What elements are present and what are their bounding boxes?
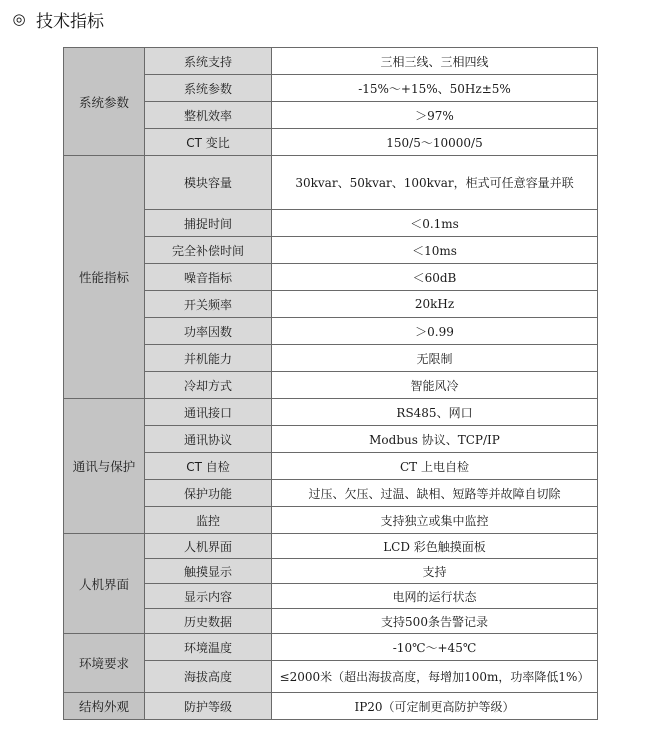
- table-row: [64, 693, 598, 720]
- table-row: [64, 237, 598, 264]
- param-value: RS485、网口: [272, 399, 598, 426]
- param-name: 功率因数: [145, 318, 272, 345]
- category-cell: 系统参数: [64, 48, 145, 156]
- param-value: 支持500条告警记录: [272, 609, 598, 634]
- table-row: [64, 102, 598, 129]
- category-cell: 性能指标: [64, 156, 145, 399]
- section-title: 技术指标: [36, 11, 104, 32]
- param-name: 海拔高度: [145, 661, 272, 693]
- param-name: 人机界面: [145, 534, 272, 559]
- table-row: [64, 129, 598, 156]
- param-name: 并机能力: [145, 345, 272, 372]
- param-name: 通讯接口: [145, 399, 272, 426]
- param-value: 三相三线、三相四线: [272, 48, 598, 75]
- param-name: 保护功能: [145, 480, 272, 507]
- param-value: 150/5～10000/5: [272, 129, 598, 156]
- bullseye-icon: ◎: [12, 10, 26, 28]
- param-value: 智能风冷: [272, 372, 598, 399]
- param-name: 模块容量: [145, 156, 272, 210]
- param-name: 系统参数: [145, 75, 272, 102]
- param-value: ＞97%: [272, 102, 598, 129]
- table-row: [64, 584, 598, 609]
- param-name: 通讯协议: [145, 426, 272, 453]
- category-cell: 结构外观: [64, 693, 145, 720]
- param-value: ＜60dB: [272, 264, 598, 291]
- category-cell: 人机界面: [64, 534, 145, 634]
- param-name: 整机效率: [145, 102, 272, 129]
- table-row: [64, 156, 598, 210]
- param-name: 监控: [145, 507, 272, 534]
- param-name: CT 变比: [145, 129, 272, 156]
- category-cell: 环境要求: [64, 634, 145, 693]
- param-value: ≤2000米（超出海拔高度，每增加100m，功率降低1%）: [272, 661, 598, 693]
- param-name: 冷却方式: [145, 372, 272, 399]
- param-value: ＜0.1ms: [272, 210, 598, 237]
- table-row: [64, 609, 598, 634]
- param-name: 触摸显示: [145, 559, 272, 584]
- param-value: 无限制: [272, 345, 598, 372]
- param-name: 历史数据: [145, 609, 272, 634]
- param-name: CT 自检: [145, 453, 272, 480]
- table-row: [64, 210, 598, 237]
- param-value: -10℃～+45℃: [272, 634, 598, 661]
- param-value: 电网的运行状态: [272, 584, 598, 609]
- table-row: [64, 75, 598, 102]
- spec-table: [63, 47, 598, 720]
- param-value: 支持独立或集中监控: [272, 507, 598, 534]
- table-row: [64, 634, 598, 661]
- param-name: 开关频率: [145, 291, 272, 318]
- param-value: IP20（可定制更高防护等级）: [272, 693, 598, 720]
- table-row: [64, 48, 598, 75]
- param-value: 30kvar、50kvar、100kvar，柜式可任意容量并联: [272, 156, 598, 210]
- param-value: 支持: [272, 559, 598, 584]
- table-row: [64, 264, 598, 291]
- table-row: [64, 559, 598, 584]
- param-value: ＞0.99: [272, 318, 598, 345]
- param-value: ＜10ms: [272, 237, 598, 264]
- table-row: [64, 318, 598, 345]
- param-name: 噪音指标: [145, 264, 272, 291]
- table-row: [64, 507, 598, 534]
- param-name: 显示内容: [145, 584, 272, 609]
- param-value: 过压、欠压、过温、缺相、短路等并故障自切除: [272, 480, 598, 507]
- param-name: 系统支持: [145, 48, 272, 75]
- table-row: [64, 372, 598, 399]
- table-row: [64, 345, 598, 372]
- table-row: [64, 426, 598, 453]
- table-row: [64, 480, 598, 507]
- param-value: 20kHz: [272, 291, 598, 318]
- param-value: -15%～+15%、50Hz±5%: [272, 75, 598, 102]
- section-heading: [10, 6, 104, 32]
- param-name: 捕捉时间: [145, 210, 272, 237]
- param-value: CT 上电自检: [272, 453, 598, 480]
- table-row: [64, 399, 598, 426]
- category-cell: 通讯与保护: [64, 399, 145, 534]
- table-row: [64, 291, 598, 318]
- param-name: 环境温度: [145, 634, 272, 661]
- param-name: 防护等级: [145, 693, 272, 720]
- param-value: Modbus 协议、TCP/IP: [272, 426, 598, 453]
- table-row: [64, 534, 598, 559]
- table-row: [64, 453, 598, 480]
- table-row: [64, 661, 598, 693]
- param-name: 完全补偿时间: [145, 237, 272, 264]
- param-value: LCD 彩色触摸面板: [272, 534, 598, 559]
